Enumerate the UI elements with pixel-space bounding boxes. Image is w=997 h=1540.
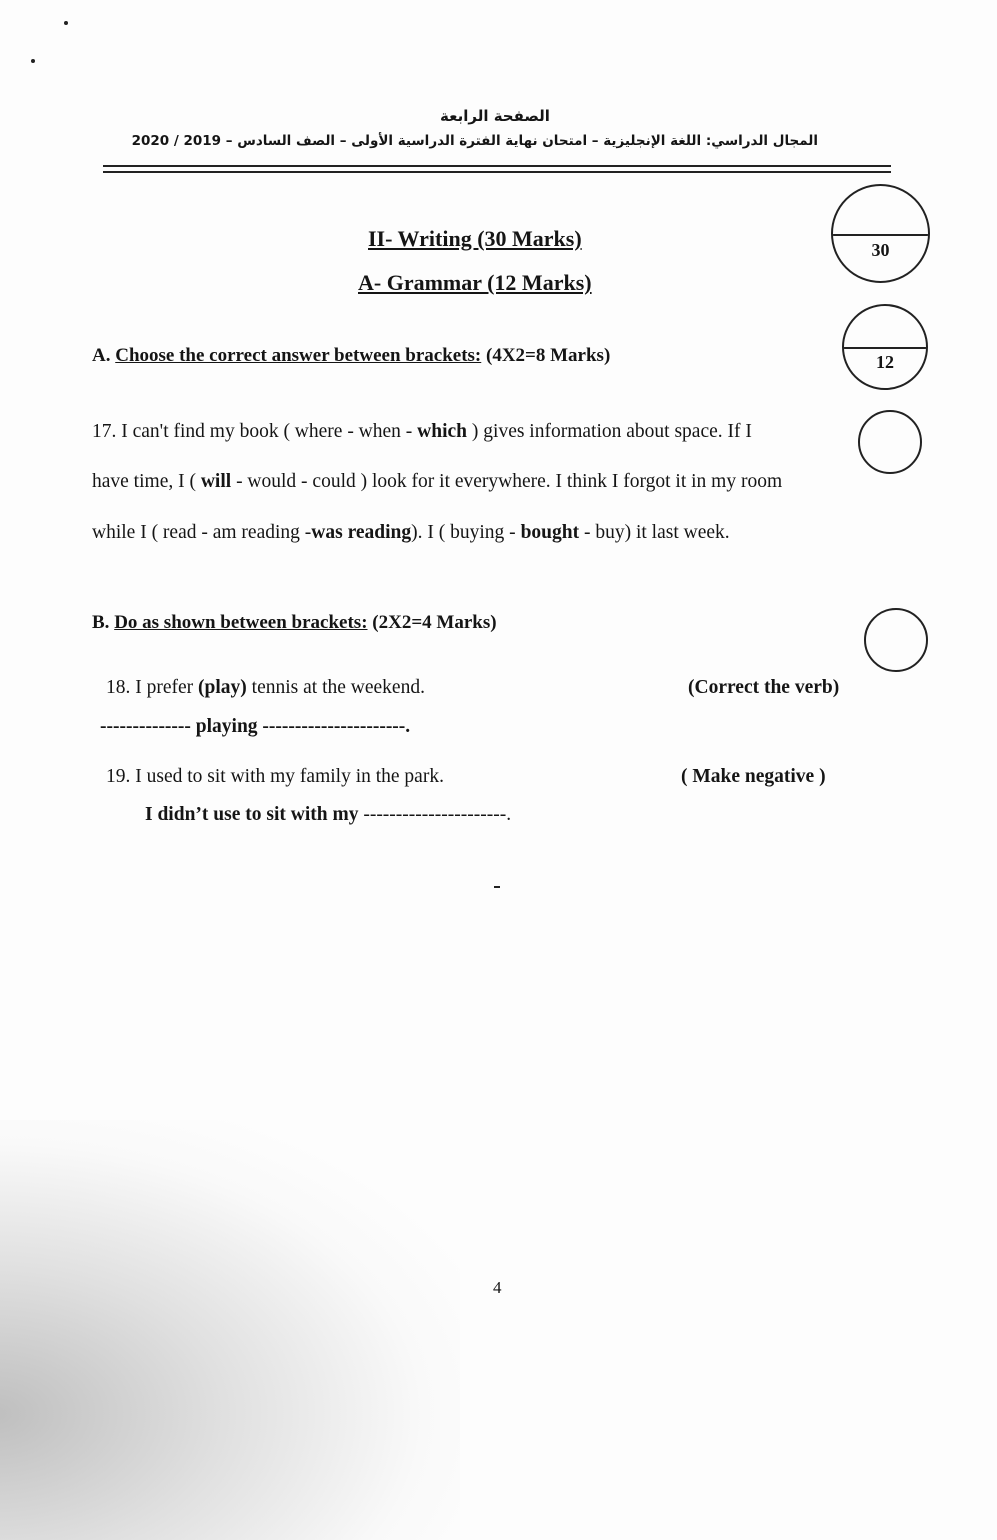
part-b-instruction: Do as shown between brackets: [114, 612, 368, 633]
q17-text: while I ( read - am reading - [92, 522, 312, 543]
part-b-letter: B. [92, 612, 110, 633]
q19-answer [145, 804, 511, 826]
q17-text: have time, I ( [92, 471, 201, 492]
q17-answer-was-reading: was reading [311, 522, 412, 543]
q17-line-3 [92, 522, 730, 544]
part-a-letter: A. [92, 345, 111, 366]
q18-hint: (Correct the verb) [688, 677, 840, 698]
part-b-marks: (2X2=4 Marks) [372, 612, 497, 633]
exam-subtitle-arabic: المجال الدراسي: اللغة الإنجليزية – امتحان نهاية الفترة الدراسية الأولى – الصف السادس – 2019 / 2020 [131, 133, 818, 149]
q17-line-2 [92, 471, 782, 493]
q17-score-circle [858, 410, 922, 474]
q18-answer: -------------- playing ----------------------. [100, 716, 411, 737]
q17-text: - buy) it last week. [579, 522, 730, 543]
scan-speck [494, 886, 500, 888]
writing-title: II- Writing (30 Marks) [368, 226, 582, 251]
q18-text: tennis at the weekend. [246, 677, 425, 698]
part-a-instruction: Choose the correct answer between brackets: [115, 345, 482, 366]
q17-text: 17. I can't find my book ( where - when - [92, 421, 418, 442]
q17-answer-will: will [200, 471, 232, 492]
q17-line-1 [92, 421, 752, 443]
q17-text: ) gives information about space. If I [467, 421, 752, 442]
q19-answer-text: I didn’t use to sit with my [145, 804, 359, 825]
q19-answer-blank: ----------------------. [358, 804, 512, 825]
q19-line [106, 766, 444, 788]
writing-score-circle [831, 184, 930, 283]
q18-verb: (play) [198, 677, 247, 698]
part-b-score-circle [864, 608, 928, 672]
writing-score-total: 30 [871, 239, 890, 260]
grammar-score-circle [842, 304, 928, 390]
page-title-arabic: الصفحة الرابعة [440, 107, 550, 125]
part-a-marks: (4X2=8 Marks) [486, 345, 611, 366]
part-a-heading [92, 345, 610, 367]
q19-hint: ( Make negative ) [681, 766, 826, 787]
q18-text: I prefer [135, 677, 199, 698]
q17-text: - would - could ) look for it everywhere. I think I forgot it in my room [231, 471, 783, 492]
q17-text: ). I ( buying - [411, 522, 521, 543]
q18-line [106, 677, 425, 699]
part-b-heading [92, 612, 497, 634]
scan-speck [31, 59, 35, 63]
q19-text: I used to sit with my family in the park. [135, 766, 444, 787]
grammar-score-total: 12 [876, 352, 894, 372]
page-number: 4 [493, 1278, 502, 1297]
q18-number: 18. [106, 677, 131, 698]
header-double-rule [103, 165, 891, 173]
q17-answer-which: which [417, 421, 468, 442]
scan-speck [64, 21, 68, 25]
q19-number: 19. [106, 766, 131, 787]
grammar-title: A- Grammar (12 Marks) [358, 270, 592, 295]
scan-shadow [0, 1120, 460, 1540]
q17-answer-bought: bought [520, 522, 580, 543]
